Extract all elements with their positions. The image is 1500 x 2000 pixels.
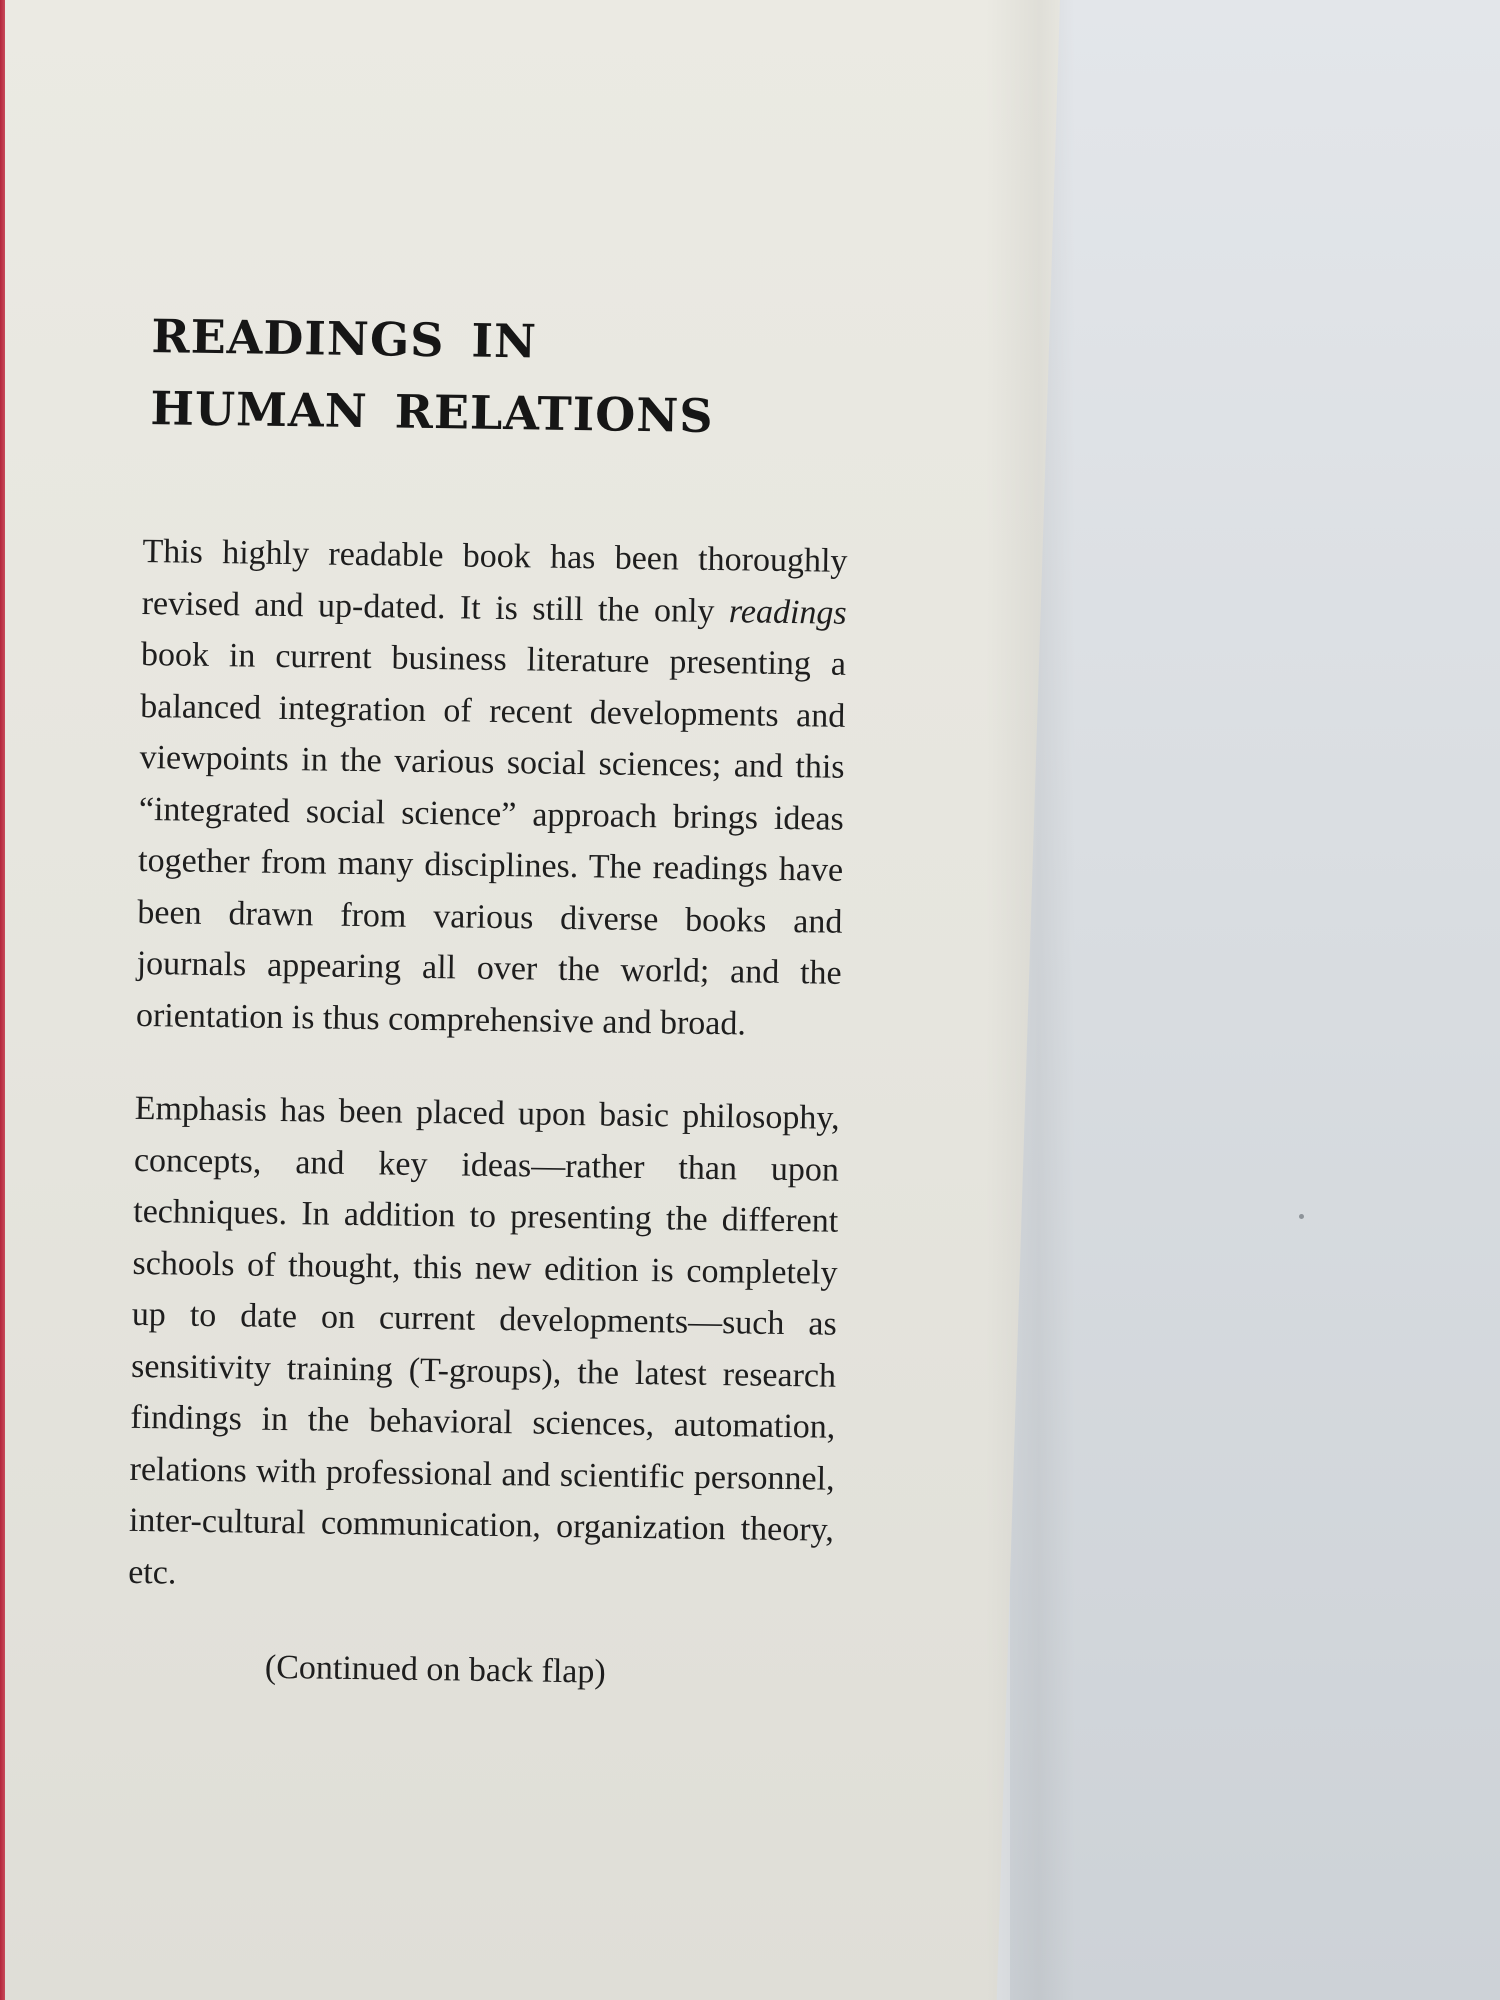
flap-text — [127, 300, 866, 1702]
description-paragraph-1 — [136, 526, 848, 1051]
paragraph-1-text-end: book in current business literature presenting a balanced integration of recent developments and viewpoints in the various social sciences; and this “integrated social science” approach brings ideas together from many disciplines. The readings have been drawn from various diverse books and journals appearing all over the world; and the orientation is thus comprehensive and broad. — [135, 635, 847, 1042]
book-title-line-1: READINGS IN — [151, 309, 538, 369]
background-surface — [1010, 0, 1500, 2000]
dust-speck — [1299, 1214, 1304, 1219]
book-title-line-2: HUMAN RELATIONS — [150, 381, 714, 443]
description-paragraph-2: Emphasis has been placed upon basic philosophy, concepts, and key ideas—rather than upon techniques. In addition to presenting the different schools of thought, this new edition is completely up to date on current developments—such as sensitivity training (T-groups), the latest research findings in the behavioral sciences, automation, relations with professional and scientific personnel, inter-cultural communication, organization theory, etc. — [127, 1089, 840, 1592]
paragraph-1-text-start: This highly readable book has been thoroughly revised and up-dated. It is still the only — [141, 532, 848, 630]
book-cover-edge — [0, 0, 5, 2000]
continued-note: (Continued on back flap) — [264, 1648, 607, 1691]
book-title — [150, 300, 866, 454]
paragraph-1-italic-word: readings — [728, 592, 847, 632]
